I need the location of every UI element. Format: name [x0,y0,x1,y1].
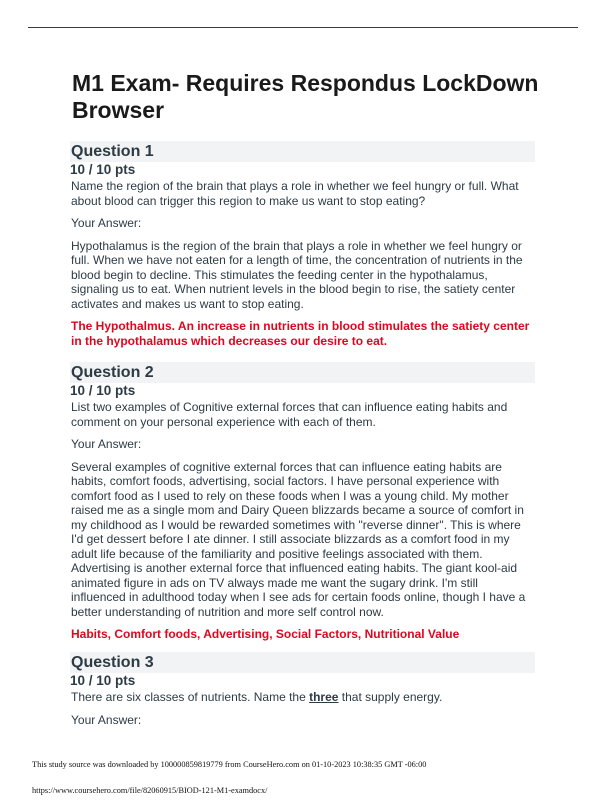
question-2 [70,362,535,642]
answer-text: Several examples of cognitive external forces that can influence eating habits are habits, comfort foods, advertising, social factors. I have personal experience with comfort food as I used to rely on these foods when I was a young child. My mother raised me as a single mom and Dairy Queen blizzards became a source of comfort in my childhood as I would be rewarded sometimes with "reverse dinner". This is where I'd get dessert before I ate dinner. I still associate blizzards as a comfort food in my adult life because of the familiarity and positive feelings associated with them. Advertising is another external force that influenced eating habits. The giant kool-aid animated figure in ads on TV always made me want the sugary drink. I'm still influenced in adulthood today when I see ads for certain foods online, though I have a better understanding of nutrition and more self control now. [71,459,526,619]
question-prompt: List two examples of Cognitive external forces that can influence eating habits and comment on your personal experience with each of them. [71,400,508,429]
question-header [70,652,535,673]
question-header [70,362,535,383]
question-3 [70,652,535,727]
prompt-text: There are six classes of nutrients. Name the [71,690,310,704]
top-divider [28,27,578,28]
question-title: Question 3 [71,654,154,671]
question-points: 10 / 10 pts [70,162,136,177]
question-points: 10 / 10 pts [70,673,136,688]
your-answer-label: Your Answer: [71,712,142,727]
answer-text: Hypothalamus is the region of the brain that plays a role in whether we feel hungry or full. When we have not eaten for a length of time, the concentration of nutrients in the blood begin to decline. This stimulates the feeding center in the hypothalamus, signaling us to eat. When nutrient levels in the blood begin to rise, the satiety center activates and makes us want to stop eating. [71,238,523,311]
question-header [70,141,535,162]
question-title: Question 1 [71,143,154,160]
correct-answer-feedback: Habits, Comfort foods, Advertising, Social Factors, Nutritional Value [71,627,460,641]
prompt-text: that supply energy. [338,690,443,704]
prompt-emphasis: three [309,690,339,704]
correct-answer-feedback: The Hypothalmus. An increase in nutrients in blood stimulates the satiety center in the hypothalamus which decreases our desire to eat. [71,319,530,348]
question-prompt: Name the region of the brain that plays a role in whether we feel hungry or full. What about blood can trigger this region to make us want to stop eating? [71,179,519,208]
download-notice: This study source was downloaded by 100000859819779 from CourseHero.com on 01-10-2023 10:38:35 GMT -06:00 [32,760,427,769]
page-title: M1 Exam- Requires Respondus LockDown Browser [72,70,539,123]
source-url[interactable]: https://www.coursehero.com/file/82060915/BIOD-121-M1-examdocx/ [32,786,268,795]
question-1 [70,141,535,348]
question-title: Question 2 [71,364,154,381]
your-answer-label: Your Answer: [71,216,142,230]
your-answer-label: Your Answer: [71,437,142,451]
question-points: 10 / 10 pts [70,383,136,398]
question-prompt [70,690,535,705]
